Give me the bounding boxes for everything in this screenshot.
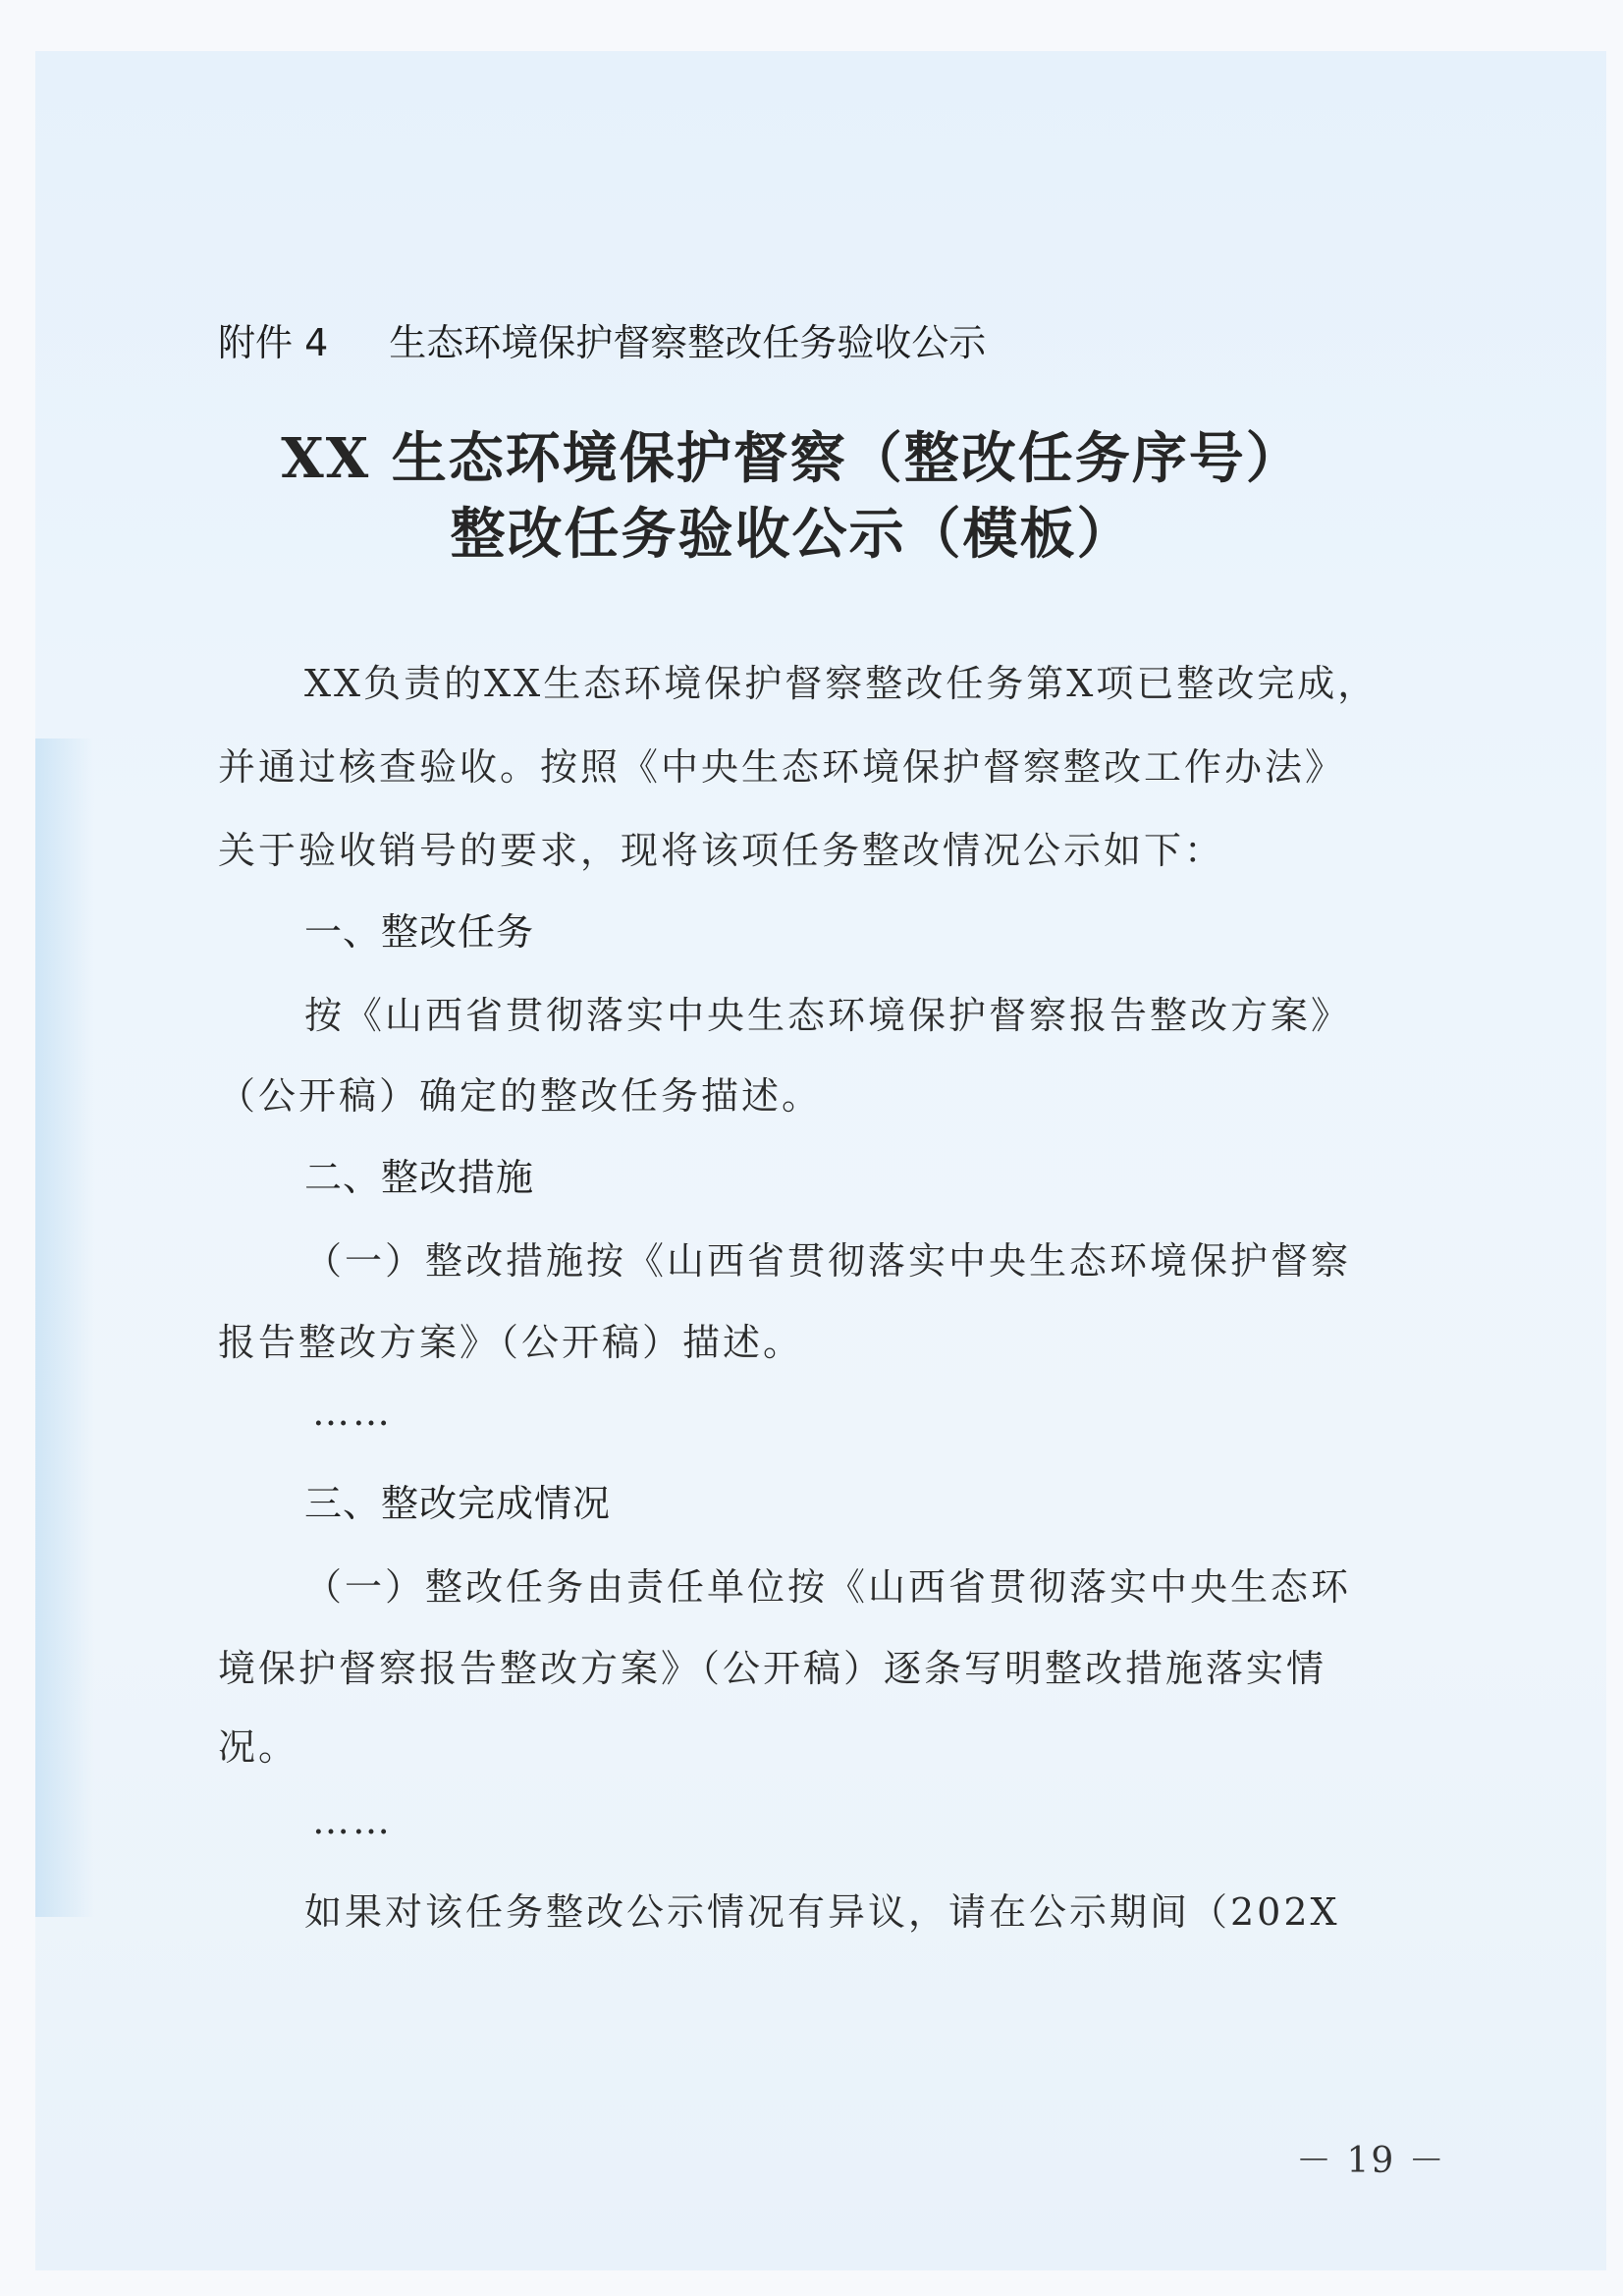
ellipsis-2: …… <box>312 1799 393 1842</box>
document-title-line-2: 整改任务验收公示（模板） <box>450 502 1134 567</box>
section-2-heading: 二、整改措施 <box>304 1156 535 1199</box>
section-2-line-1: （一）整改措施按《山西省贯彻落实中央生态环境保护督察 <box>304 1239 1352 1283</box>
attachment-label: 附件 4 <box>218 321 329 364</box>
intro-line-1: XX负责的XX生态环境保护督察整改任务第X项已整改完成， <box>304 662 1379 705</box>
section-1-heading: 一、整改任务 <box>304 910 535 954</box>
attachment-title: 生态环境保护督察整改任务验收公示 <box>389 321 987 364</box>
document-page <box>35 51 1606 2270</box>
attachment-header <box>218 312 986 366</box>
section-2-line-2: 报告整改方案》（公开稿）描述。 <box>218 1321 804 1364</box>
document-title-line-1: XX 生态环境保护督察（整改任务序号） <box>281 426 1303 491</box>
ellipsis-1: …… <box>312 1391 393 1434</box>
section-1-line-2: （公开稿）确定的整改任务描述。 <box>218 1074 823 1118</box>
objection-line: 如果对该任务整改公示情况有异议，请在公示期间（202X <box>304 1890 1340 1934</box>
section-3-line-2: 境保护督察报告整改方案》（公开稿）逐条写明整改措施落实情 <box>218 1647 1327 1690</box>
section-3-heading: 三、整改完成情况 <box>304 1482 612 1525</box>
section-1-line-1: 按《山西省贯彻落实中央生态环境保护督察报告整改方案》 <box>304 994 1352 1037</box>
section-3-line-3: 况。 <box>218 1725 299 1769</box>
intro-line-3: 关于验收销号的要求，现将该项任务整改情况公示如下： <box>218 829 1225 872</box>
intro-line-2: 并通过核查验收。按照《中央生态环境保护督察整改工作办法》 <box>218 745 1346 789</box>
page-number: － 19 － <box>1296 2141 1446 2181</box>
section-3-line-1: （一）整改任务由责任单位按《山西省贯彻落实中央生态环 <box>304 1565 1352 1609</box>
